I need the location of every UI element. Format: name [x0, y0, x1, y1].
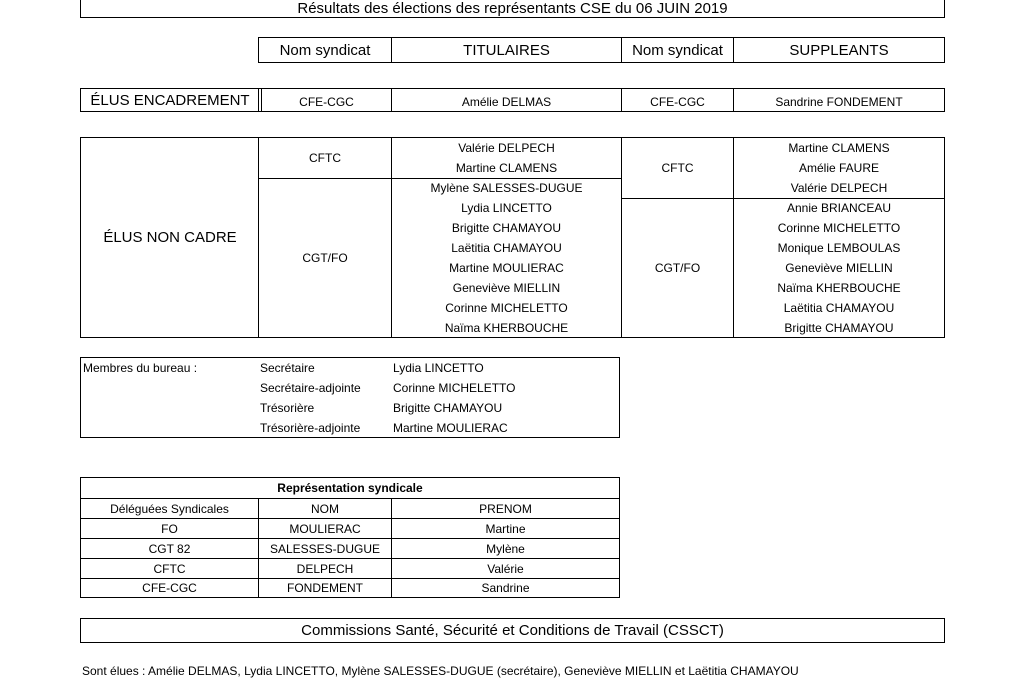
- list-item: Naïma KHERBOUCHE: [777, 281, 901, 295]
- bureau-role: Trésorière-adjointe: [260, 421, 361, 435]
- list-item: Valérie DELPECH: [458, 141, 555, 155]
- encadrement-syndicat-sup: CFE-CGC: [650, 95, 705, 109]
- table-cell: Valérie: [487, 562, 524, 576]
- table-cell: FONDEMENT: [287, 581, 363, 595]
- header-suppleants: SUPPLEANTS: [789, 41, 889, 59]
- cssct-title: Commissions Santé, Sécurité et Conditions de Travail (CSSCT): [301, 622, 724, 639]
- non-cadre-titulaires-list: [392, 138, 621, 338]
- header-nom-syndicat-1: Nom syndicat: [279, 41, 371, 59]
- non-cadre-sup-syndicat-cgtfo: CGT/FO: [654, 261, 701, 275]
- header-nom-syndicat-2: Nom syndicat: [632, 41, 723, 59]
- list-item: Valérie DELPECH: [790, 181, 888, 195]
- bureau-label: Membres du bureau :: [83, 361, 198, 375]
- bureau-role: Secrétaire: [260, 361, 315, 375]
- encadrement-label: ÉLUS ENCADREMENT: [90, 91, 250, 109]
- page-title: Résultats des élections des représentants CSE du 06 JUIN 2019: [297, 0, 728, 17]
- bureau-member-name: Corinne MICHELETTO: [393, 381, 516, 395]
- list-item: Geneviève MIELLIN: [452, 281, 561, 295]
- bureau-member-name: Brigitte CHAMAYOU: [393, 401, 503, 415]
- column-header: PRENOM: [479, 502, 532, 516]
- bureau-member-name: Martine MOULIERAC: [393, 421, 508, 435]
- list-item: Martine CLAMENS: [788, 141, 890, 155]
- non-cadre-suppleants-list: [734, 138, 944, 338]
- table-header-row: [81, 499, 619, 519]
- representation-table: [80, 477, 620, 598]
- bureau-box: [80, 357, 620, 438]
- list-item: Laëtitia CHAMAYOU: [783, 301, 895, 315]
- list-item: Corinne MICHELETTO: [445, 301, 568, 315]
- column-header: NOM: [311, 502, 339, 516]
- table-row: [81, 579, 619, 597]
- table-cell: CFTC: [153, 562, 186, 576]
- list-item: Lydia LINCETTO: [461, 201, 552, 215]
- table-cell: Sandrine: [481, 581, 530, 595]
- list-item: Geneviève MIELLIN: [785, 261, 893, 275]
- encadrement-suppleant: Sandrine FONDEMENT: [775, 95, 903, 109]
- table-row: [81, 519, 619, 539]
- list-item: Brigitte CHAMAYOU: [451, 221, 562, 235]
- bureau-member-name: Lydia LINCETTO: [393, 361, 484, 375]
- encadrement-syndicat-tit: CFE-CGC: [299, 95, 354, 109]
- table-cell: Martine: [485, 522, 526, 536]
- table-row: [81, 539, 619, 559]
- list-item: Mylène SALESSES-DUGUE: [430, 181, 583, 195]
- header-titulaires: TITULAIRES: [463, 41, 550, 59]
- encadrement-titulaire: Amélie DELMAS: [461, 95, 552, 109]
- bureau-role: Secrétaire-adjointe: [260, 381, 361, 395]
- bureau-role: Trésorière: [260, 401, 315, 415]
- table-cell: CFE-CGC: [142, 581, 197, 595]
- table-cell: CGT 82: [148, 542, 191, 556]
- representation-title: Représentation syndicale: [277, 481, 423, 495]
- bureau-names: [393, 358, 613, 438]
- non-cadre-block: [80, 137, 945, 338]
- list-item: Laëtitia CHAMAYOU: [451, 241, 562, 255]
- list-item: Martine CLAMENS: [455, 161, 558, 175]
- cssct-box: [80, 618, 945, 643]
- list-item: Corinne MICHELETTO: [777, 221, 901, 235]
- table-row: [81, 559, 619, 579]
- list-item: Naïma KHERBOUCHE: [444, 321, 569, 335]
- table-cell: Mylène: [486, 542, 525, 556]
- bureau-roles: [260, 358, 390, 438]
- non-cadre-tit-syndicat-cftc: CFTC: [309, 151, 341, 165]
- encadrement-row: [80, 88, 945, 112]
- title-box: [80, 0, 945, 18]
- header-row: [258, 37, 945, 63]
- table-cell: MOULIERAC: [289, 522, 361, 536]
- non-cadre-label: ÉLUS NON CADRE: [103, 229, 237, 246]
- table-cell: FO: [161, 522, 178, 536]
- list-item: Brigitte CHAMAYOU: [784, 321, 894, 335]
- list-item: Amélie FAURE: [798, 161, 880, 175]
- table-cell: DELPECH: [296, 562, 354, 576]
- list-item: Martine MOULIERAC: [449, 261, 564, 275]
- list-item: Monique LEMBOULAS: [777, 241, 901, 255]
- table-cell: SALESSES-DUGUE: [269, 542, 381, 556]
- cssct-text: Sont élues : Amélie DELMAS, Lydia LINCETTO, Mylène SALESSES-DUGUE (secrétaire), Geneviève MIELLIN et Laëtitia CHAMAYOU: [82, 664, 799, 678]
- list-item: Annie BRIANCEAU: [786, 201, 892, 215]
- non-cadre-sup-syndicat-cftc: CFTC: [661, 161, 694, 175]
- non-cadre-tit-syndicat-cgtfo: CGT/FO: [302, 251, 348, 265]
- column-header: Déléguées Syndicales: [110, 502, 229, 516]
